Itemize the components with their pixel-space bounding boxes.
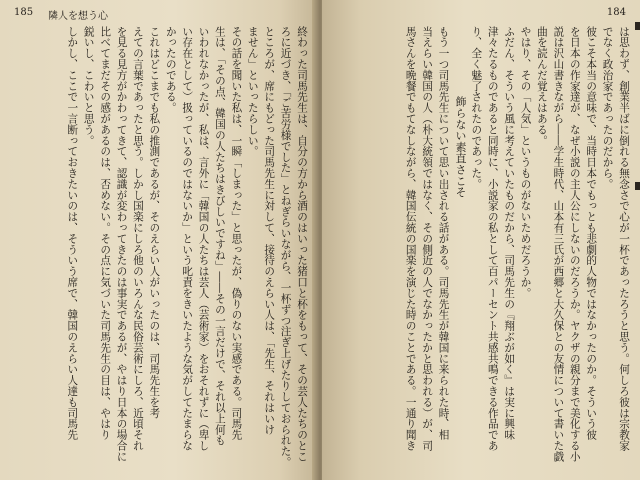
left-text-block	[64, 26, 310, 466]
text-column: い存在として）扱っているのではないか」という叱責をきいたような気がしてたまらな	[181, 26, 194, 452]
text-column: やはり、その「人気」というものがないためだろうか。	[519, 26, 532, 299]
text-column: 比べてまだその感があるのは、否めない。その点に気づいた司馬先生の目は、やはり	[99, 26, 112, 441]
text-column: 彼こそ本当の意味で、当時日本でもっとも悲劇的人物ではなかったのか。そういう彼	[585, 26, 598, 441]
running-head: 隣人を想う心	[48, 11, 108, 22]
text-column: り、全く魅了されたのであった。	[470, 26, 483, 190]
text-column: 説は沢山書きながら――学生時代、山本有三氏が西郷と大久保との友情について書いた戯	[552, 26, 565, 462]
text-column: 馬さんを晩餐でもてなしながら、韓国伝統の国楽を演じた時のことである。一通り聞き	[404, 26, 417, 452]
text-column: ろに近づき、「ご苦労様でした」とねぎらいながら、一杯ずつ注ぎ上げたりしておられた。	[279, 26, 292, 468]
left-page	[0, 0, 318, 480]
page-edge-notch	[635, 22, 640, 30]
page-edge-notch	[635, 182, 640, 190]
text-column: しかし、ここで一言断っておきたいのは、そういう席で、韓国のえらい人達も司馬先	[66, 26, 79, 441]
text-column: 生は、「その点、韓国の人たちはきびしいですね」――その一言だけで、それ以上何も	[213, 26, 226, 446]
text-column: 津々たるものであると同時に、小説家の私として百パーセント共感共鳴できる作品であ	[486, 26, 499, 452]
text-column: かったのである。	[164, 26, 177, 114]
text-column: でなく政治家であったのだから。	[601, 26, 614, 190]
text-column: 曲を読んだ覚えはある。	[535, 26, 548, 146]
text-column: もう一つ司馬先生について思い出される話がある。司馬先生が韓国に来られた時、相	[437, 26, 450, 441]
text-column: これはどこまでも私の推測であるが、そのえらい人がいったのは、司馬先生を考	[148, 26, 161, 419]
text-column: ふだん、そういう風に考えていたものだから、司馬先生の『翔ぶが如く』は実に興味	[503, 26, 516, 441]
right-page	[322, 0, 640, 480]
text-column: ところが、席にもどった司馬先生に対して、接待のえらい人は、「先生、それはいけ	[263, 26, 276, 435]
text-column: を見る見方がかわってきて、認識が変わってきたのは事実であるが、やはり日本の場合に	[115, 26, 128, 462]
right-text-block	[402, 26, 632, 466]
right-page-number: 184	[606, 7, 626, 18]
text-column: を日本の作家達が、なぜ小説の主人公にしないのだろうか。ヤクザの親分まで美化する小	[568, 26, 581, 462]
text-column: 鋭いし、こわいと思う。	[82, 26, 95, 146]
text-column: えての言葉であったと思う。しかし国楽にしろ他のいろんな民俗芸術にしろ、近頃それ	[131, 26, 144, 452]
left-page-number: 185	[14, 7, 34, 18]
text-column: 終わった司馬先生は、自分の方から酒のはいった猪口と杯をもって、その芸人たちのとこ	[296, 26, 308, 462]
section-title: 飾らない素直さこそ	[453, 96, 467, 198]
text-column: その話を聞いた私は、一瞬「しまった」と思ったが、偽りのない実感である。司馬先	[230, 26, 243, 441]
text-column: は思わず、創業半ばに倒れる無念さで心が一杯であったろうと思う。何しろ彼は宗教家	[618, 26, 630, 452]
text-column: いわれなかったが、私は、言外に「韓国の人たちは芸人（芸術家）をおそれずに（卑し	[197, 26, 210, 452]
text-column: 当えらい韓国の人（朴大統領ではなく、その側近の人でなかったかと思われる）が、司	[421, 26, 434, 452]
text-column: ません」といったらしい。	[246, 26, 259, 157]
